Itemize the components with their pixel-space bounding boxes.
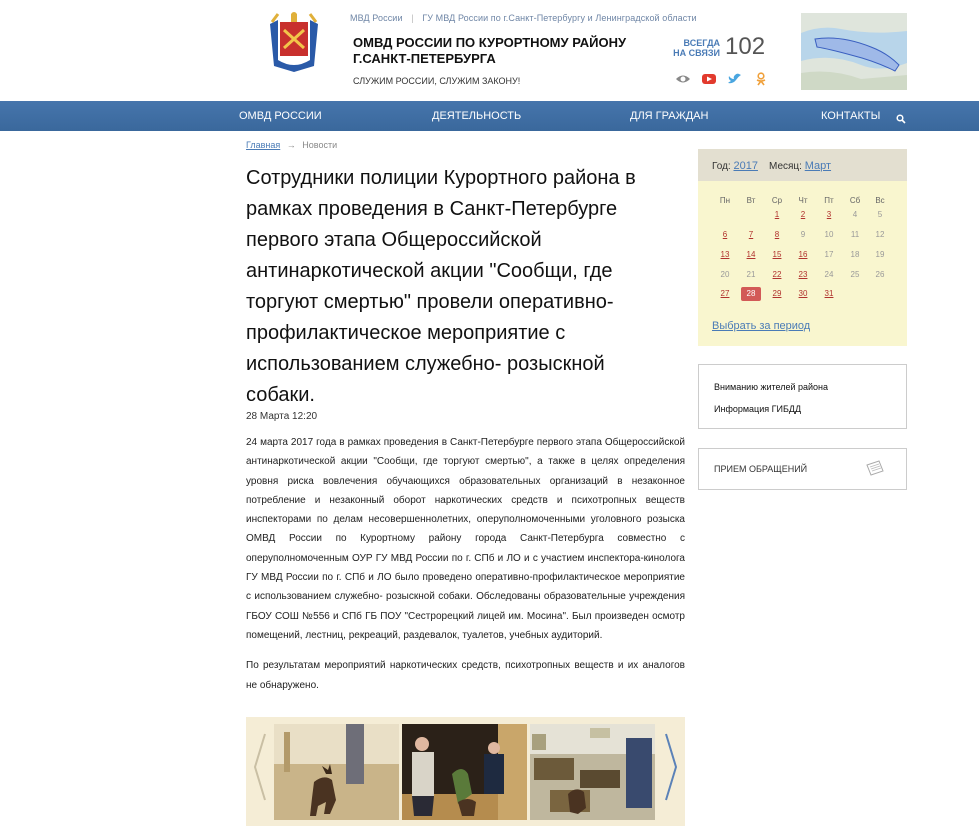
calendar-day: 12	[875, 230, 885, 239]
top-crumb-mvd[interactable]: МВД России	[350, 13, 403, 23]
calendar-day: 25	[850, 270, 860, 279]
calendar-month-label: Месяц:	[769, 161, 802, 172]
gallery-photo-classroom[interactable]	[530, 724, 655, 820]
breadcrumb	[246, 140, 337, 150]
calendar-day: 20	[720, 270, 730, 279]
calendar-day: 18	[850, 250, 860, 259]
article-paragraph: По результатам мероприятий наркотических средств, психотропных веществ и их аналогов не обнаружено.	[246, 660, 685, 691]
top-crumb-gu-mvd[interactable]: ГУ МВД России по г.Санкт-Петербургу и Ленинградской области	[422, 13, 697, 23]
calendar-day[interactable]: 30	[798, 289, 808, 298]
calendar-day[interactable]: 31	[824, 289, 834, 298]
calendar-day[interactable]: 15	[772, 250, 782, 259]
calendar-weekday: Вт	[746, 196, 756, 205]
calendar-day: 11	[850, 230, 860, 239]
calendar-day: 17	[824, 250, 834, 259]
calendar-day[interactable]: 7	[748, 230, 754, 239]
calendar-day[interactable]: 16	[798, 250, 808, 259]
calendar-weekday: Вс	[875, 196, 885, 205]
breadcrumb-arrow: →	[286, 140, 296, 150]
link-gibdd-info[interactable]: Информация ГИБДД	[714, 404, 802, 414]
calendar-month-selector[interactable]	[769, 160, 831, 172]
nav-item-activity[interactable]: ДЕЯТЕЛЬНОСТЬ	[432, 110, 522, 122]
youtube-icon[interactable]	[701, 72, 717, 86]
calendar-year-selector[interactable]	[712, 160, 758, 172]
calendar-year-label: Год:	[712, 161, 731, 172]
article-title: Сотрудники полиции Курортного района в рамках проведения в Санкт-Петербурге первого этапа Общероссийской антинаркотической акции "Сообщи, где торгуют смертью" провели оперативно-профилактическое мероприятие с использованием служебно- розыскной собаки.	[246, 167, 636, 406]
article-date: 28 Марта 12:20	[246, 411, 318, 422]
nav-item-omvd[interactable]: ОМВД РОССИИ	[239, 110, 322, 122]
slogan: СЛУЖИМ РОССИИ, СЛУЖИМ ЗАКОНУ!	[353, 76, 521, 86]
calendar-day: 19	[875, 250, 885, 259]
calendar-month-value[interactable]: Март	[804, 160, 832, 172]
main-navigation	[0, 101, 979, 131]
twitter-icon[interactable]	[727, 72, 743, 86]
calendar-year-value[interactable]: 2017	[733, 160, 758, 172]
calendar-day: 26	[875, 270, 885, 279]
calendar-day: 9	[800, 230, 806, 239]
requests-label[interactable]: ПРИЕМ ОБРАЩЕНИЙ	[714, 464, 808, 474]
calendar-day: 24	[824, 270, 834, 279]
calendar-day: 4	[852, 210, 858, 219]
calendar-day[interactable]: 8	[774, 230, 780, 239]
gallery-photo-officers[interactable]	[402, 724, 527, 820]
gallery-prev-arrow-icon[interactable]	[253, 732, 267, 802]
calendar-day[interactable]: 23	[798, 270, 808, 279]
info-links-box	[698, 364, 907, 429]
select-period-link[interactable]: Выбрать за период	[712, 320, 811, 332]
hotline-label: ВСЕГДА НА СВЯЗИ	[673, 38, 720, 58]
search-icon[interactable]	[896, 111, 906, 121]
breadcrumb-current: Новости	[302, 140, 338, 150]
calendar-weekday: Пн	[719, 196, 731, 205]
calendar-day[interactable]: 29	[772, 289, 782, 298]
gallery-next-arrow-icon[interactable]	[664, 732, 678, 802]
calendar-weekday: Чт	[798, 196, 808, 205]
calendar-day[interactable]: 3	[826, 210, 832, 219]
document-icon	[864, 459, 886, 477]
calendar-day: 21	[746, 270, 756, 279]
calendar-day: 5	[877, 210, 883, 219]
nav-item-citizens[interactable]: ДЛЯ ГРАЖДАН	[630, 110, 709, 122]
hotline-number[interactable]: 102	[725, 33, 766, 60]
calendar-day[interactable]: 13	[720, 250, 730, 259]
calendar-day[interactable]: 22	[772, 270, 782, 279]
calendar-day[interactable]: 27	[720, 289, 730, 298]
organization-title[interactable]: ОМВД РОССИИ ПО КУРОРТНОМУ РАЙОНУ Г.САНКТ-ПЕТЕРБУРГА	[353, 35, 627, 66]
gallery-photo-dog-corridor[interactable]	[274, 724, 399, 820]
calendar-day[interactable]: 14	[746, 250, 756, 259]
calendar-day[interactable]: 6	[722, 230, 728, 239]
odnoklassniki-icon[interactable]	[753, 72, 769, 86]
article-body	[246, 433, 685, 706]
eye-icon[interactable]	[675, 72, 691, 86]
calendar-weekday: Ср	[771, 196, 783, 205]
coat-of-arms-logo[interactable]	[266, 12, 322, 72]
crumb-separator: |	[411, 13, 414, 23]
district-map[interactable]	[801, 13, 907, 90]
top-breadcrumb	[350, 13, 697, 23]
calendar-day[interactable]: 1	[774, 210, 780, 219]
calendar-weekday: Пт	[824, 196, 834, 205]
calendar-day[interactable]: 28	[741, 287, 761, 301]
nav-item-contacts[interactable]: КОНТАКТЫ	[821, 110, 881, 122]
calendar-day[interactable]: 2	[800, 210, 806, 219]
link-residents-notice[interactable]: Вниманию жителей района	[714, 382, 829, 392]
calendar-weekday: Сб	[849, 196, 861, 205]
article-paragraph: 24 марта 2017 года в рамках проведения в Санкт-Петербурге первого этапа Общероссийской антинаркотической акции "Сообщи, где торгуют смертью", а также в целях определения уровня риска вовлечения обучающихся образовательных организаций в незаконное потребление и незаконный оборот наркотических средств и психотропных веществ инспекторами по делам несовершеннолетних, оперуполномоченными уголовного розыска ОМВД России по Курортному району города Санкт-Петербурга совместно с оперуполномоченным ОУР ГУ МВД России по г. СПб и ЛО и с участием инспектора-кинолога ГУ МВД России по г. СПб и ЛО было проведено оперативно-профилактическое мероприятие с использованием служебно- розыскной собаки. Обследованы образовательные учреждения ГБОУ СОШ №556 и СПб ГБ ПОУ "Сестрорецкий лицей им. Мосина". Был произведен осмотр помещений, лестниц, рекреаций, раздевалок, туалетов, учебных аудиторий.	[246, 437, 685, 641]
breadcrumb-home[interactable]: Главная	[246, 140, 281, 150]
calendar-day: 10	[824, 230, 834, 239]
